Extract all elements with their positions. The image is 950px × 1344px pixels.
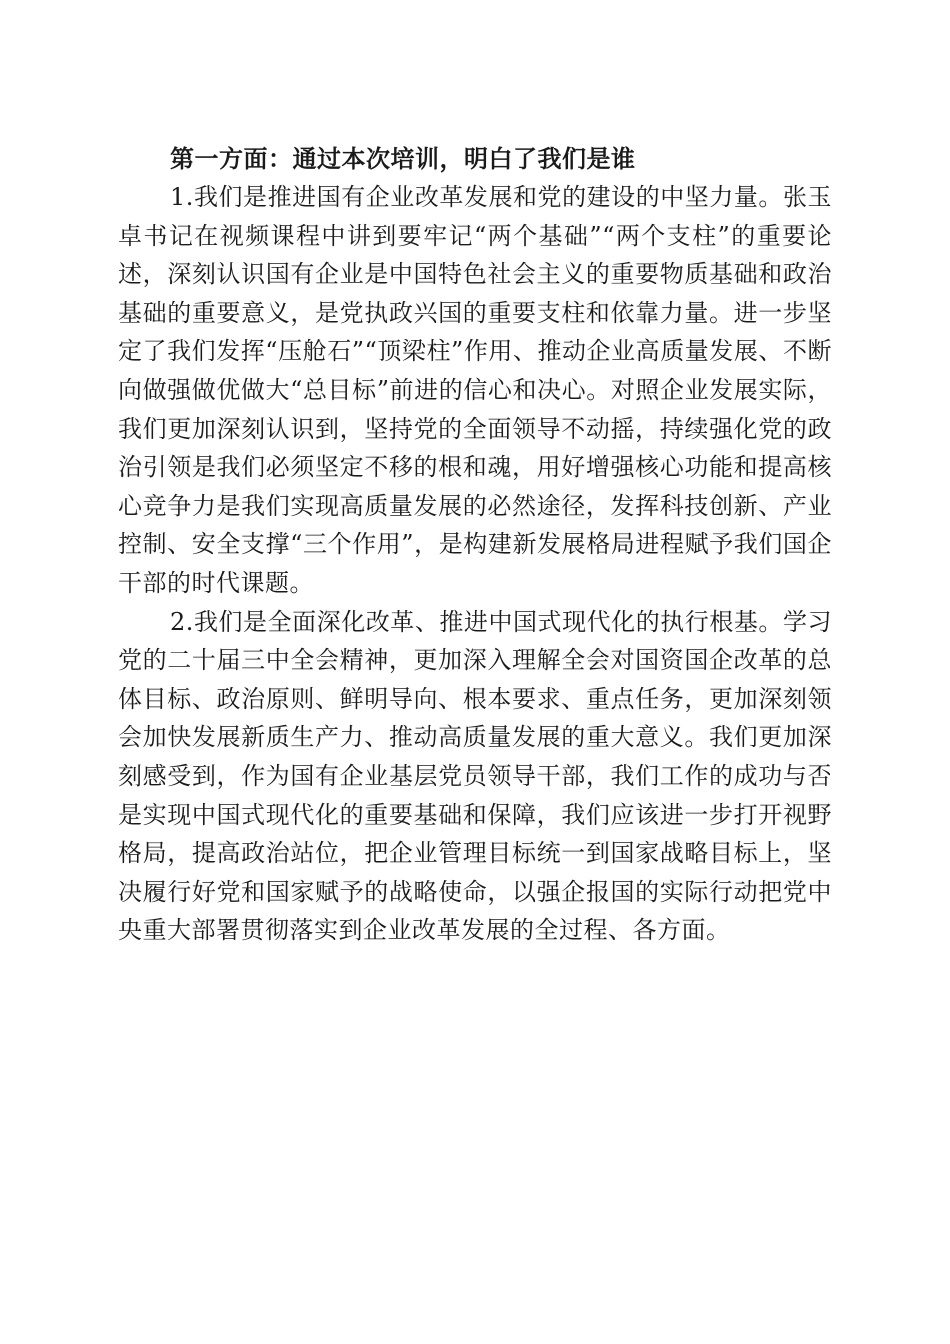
paragraph-2: 2.我们是全面深化改革、推进中国式现代化的执行根基。学习党的二十届三中全会精神，更加深入理解全会对国资国企改革的总体目标、政治原则、鲜明导向、根本要求、重点任务，更加深刻领会加快发展新质生产力、推动高质量发展的重大意义。我们更加深刻感受到，作为国有企业基层党员领导干部，我们工作的成功与否是实现中国式现代化的重要基础和保障，我们应该进一步打开视野格局，提高政治站位，把企业管理目标统一到国家战略目标上，坚决履行好党和国家赋予的战略使命，以强企报国的实际行动把党中央重大部署贯彻落实到企业改革发展的全过程、各方面。 (118, 607, 832, 945)
paragraph-1: 1.我们是推进国有企业改革发展和党的建设的中坚力量。张玉卓书记在视频课程中讲到要牢记“两个基础”“两个支柱”的重要论述，深刻认识国有企业是中国特色社会主义的重要物质基础和政治基础的重要意义，是党执政兴国的重要支柱和依靠力量。进一步坚定了我们发挥“压舱石”“顶梁柱”作用、推动企业高质量发展、不断向做强做优做大“总目标”前进的信心和决心。对照企业发展实际，我们更加深刻认识到，坚持党的全面领导不动摇，持续强化党的政治引领是我们必须坚定不移的根和魂，用好增强核心功能和提高核心竞争力是我们实现高质量发展的必然途径，发挥科技创新、产业控制、安全支撑“三个作用”，是构建新发展格局进程赋予我们国企干部的时代课题。 (118, 183, 832, 597)
section-heading: 第一方面：通过本次培训，明白了我们是谁 (170, 145, 636, 173)
document-body (118, 140, 832, 950)
